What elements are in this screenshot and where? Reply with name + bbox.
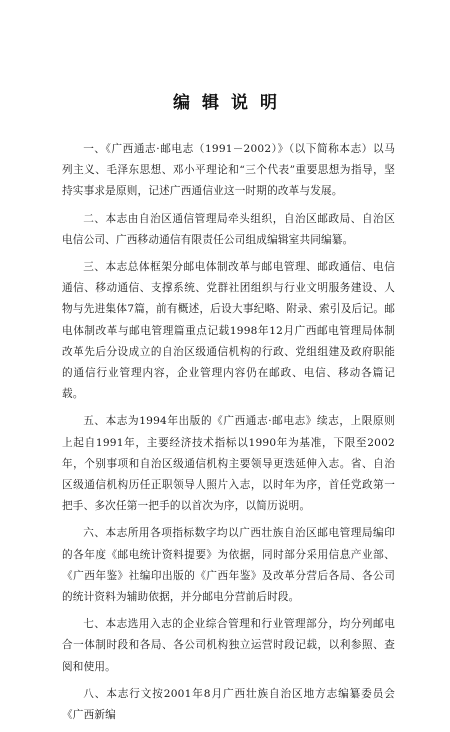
paragraph-6: 六、本志所用各项指标数字均以广西壮族自治区邮电管理局编印的各年度《邮电统计资料提要》为依据，同时部分采用信息产业部、《广西年鉴》社编印出版的《广西年鉴》及改革分营后各局、各公司的统计资料为辅助依据，并分邮电分营前后时段。 [62,527,395,604]
paragraph-7: 七、本志选用入志的企业综合管理和行业管理部分，均分列邮电合一体制时段和各局、各公司机构独立运营时段记载，以利参照、查阅和使用。 [62,618,395,673]
paragraph-1: 一、《广西通志·邮电志（1991－2002）》（以下简称本志）以马列主义、毛泽东思想、邓小平理论和“三个代表”重要思想为指导，坚持实事求是原则，记述广西通信业这一时期的改革与发展。 [62,143,395,198]
document-body [62,139,395,732]
paragraph-2: 二、本志由自治区通信管理局牵头组织，自治区邮政局、自治区电信公司、广西移动通信有限责任公司组成编辑室共同编纂。 [62,212,395,246]
page-title: 编辑说明 [173,93,289,113]
paragraph-5: 五、本志为1994年出版的《广西通志·邮电志》续志，上限原则上起自1991年，主要经济技术指标以1990年为基准，下限至2002年，个别事项和自治区级通信机构主要领导更迭延伸入志。省、自治区级通信机构历任正职领导人照片入志，以时年为序，首任党政第一把手、多次任第一把手的以首次为序，以简历说明。 [62,415,395,513]
paragraph-3: 三、本志总体框架分邮电体制改革与邮电管理、邮政通信、电信通信、移动通信、支撑系统、党群社团组织与行业文明服务建设、人物与先进集体7篇，前有概述，后设大事纪略、附录、索引及后记。邮电体制改革与邮电管理篇重点记载1998年12月广西邮电管理局体制改革先后分设成立的自治区级通信机构的行政、党组组建及政府职能的通信行业管理内容，企业管理内容仍在邮政、电信、移动各篇记载。 [62,261,395,401]
paragraph-8: 八、本志行文按2001年8月广西壮族自治区地方志编纂委员会《广西新编 [62,687,395,722]
